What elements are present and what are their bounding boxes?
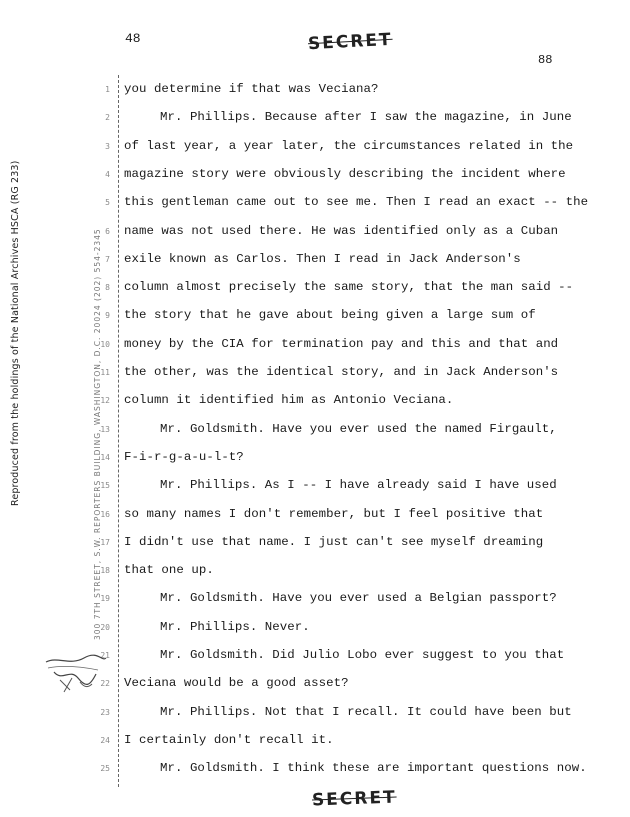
line-number: 9	[105, 311, 110, 321]
transcript-line: column almost precisely the same story, that the man said --	[124, 280, 574, 295]
line-number: 17	[100, 537, 110, 547]
page-number-right: 88	[538, 53, 553, 67]
line-number: 8	[105, 283, 110, 293]
transcript-line: Mr. Goldsmith. Have you ever used a Belgian passport?	[160, 591, 557, 606]
line-number: 19	[100, 594, 110, 604]
transcript-line: column it identified him as Antonio Veciana.	[124, 393, 454, 408]
transcript-line: Mr. Goldsmith. Did Julio Lobo ever suggest to you that	[160, 648, 565, 662]
line-number: 23	[100, 707, 110, 717]
classification-stamp-bottom: SECRET	[311, 787, 397, 811]
handwritten-scribble-icon	[40, 652, 110, 702]
line-number: 2	[105, 113, 110, 123]
line-number: 5	[105, 198, 110, 208]
transcript-line: Mr. Goldsmith. Have you ever used the named Firgault,	[160, 421, 557, 436]
transcript-line: name was not used there. He was identified only as a Cuban	[124, 223, 559, 238]
line-number: 4	[105, 169, 110, 179]
transcript-line: Mr. Goldsmith. I think these are important questions now.	[160, 761, 587, 776]
line-number: 14	[100, 452, 110, 462]
line-number: 15	[100, 481, 110, 491]
transcript-line: of last year, a year later, the circumstances related in the	[124, 138, 574, 153]
line-number: 7	[105, 254, 110, 264]
line-number: 13	[100, 424, 110, 434]
line-number: 10	[100, 339, 110, 349]
transcript-line: exile known as Carlos. Then I read in Jack Anderson's	[124, 251, 521, 266]
line-number: 21	[100, 651, 110, 660]
left-margin-rule	[118, 75, 119, 787]
line-number: 18	[100, 566, 110, 576]
transcript-line: I certainly don't recall it.	[124, 732, 334, 747]
transcript-line: Veciana would be a good asset?	[124, 676, 349, 691]
transcript-line: the other, was the identical story, and in Jack Anderson's	[124, 365, 559, 379]
transcript-line: that one up.	[124, 563, 214, 578]
reporter-address-stamp: 300 7TH STREET, S.W. REPORTERS BUILDING, WASHINGTON, D.C. 20024 (202) 554-2345	[93, 228, 102, 640]
line-number: 12	[100, 396, 110, 406]
line-number: 25	[100, 764, 110, 774]
transcript-line: Mr. Phillips. As I -- I have already said I have used	[160, 478, 557, 493]
transcript-line: you determine if that was Veciana?	[124, 82, 379, 96]
line-number: 24	[100, 735, 110, 745]
transcript-line: this gentleman came out to see me. Then I read an exact -- the	[124, 195, 589, 210]
line-number: 11	[100, 368, 110, 377]
transcript-line: Mr. Phillips. Not that I recall. It could have been but	[160, 704, 572, 719]
line-number: 6	[105, 226, 110, 236]
transcript-line: money by the CIA for termination pay and this and that and	[124, 336, 559, 351]
transcript-line: Mr. Phillips. Because after I saw the magazine, in June	[160, 110, 572, 125]
line-number: 22	[100, 679, 110, 689]
line-number: 3	[105, 141, 110, 151]
line-number: 16	[100, 509, 110, 519]
transcript-line: the story that he gave about being given a large sum of	[124, 308, 536, 323]
transcript-line: Mr. Phillips. Never.	[160, 619, 310, 634]
archive-note: Reproduced from the holdings of the National Archives HSCA (RG 233)	[10, 160, 21, 506]
classification-stamp-top: SECRET	[307, 29, 394, 55]
transcript-line: magazine story were obviously describing the incident where	[124, 166, 566, 181]
transcript-line: F-i-r-g-a-u-l-t?	[124, 449, 244, 464]
transcript-line: I didn't use that name. I just can't see myself dreaming	[124, 534, 544, 549]
page-number-left: 48	[125, 31, 141, 46]
line-number: 20	[100, 622, 110, 632]
line-number: 1	[105, 85, 110, 94]
transcript-line: so many names I don't remember, but I feel positive that	[124, 506, 544, 521]
